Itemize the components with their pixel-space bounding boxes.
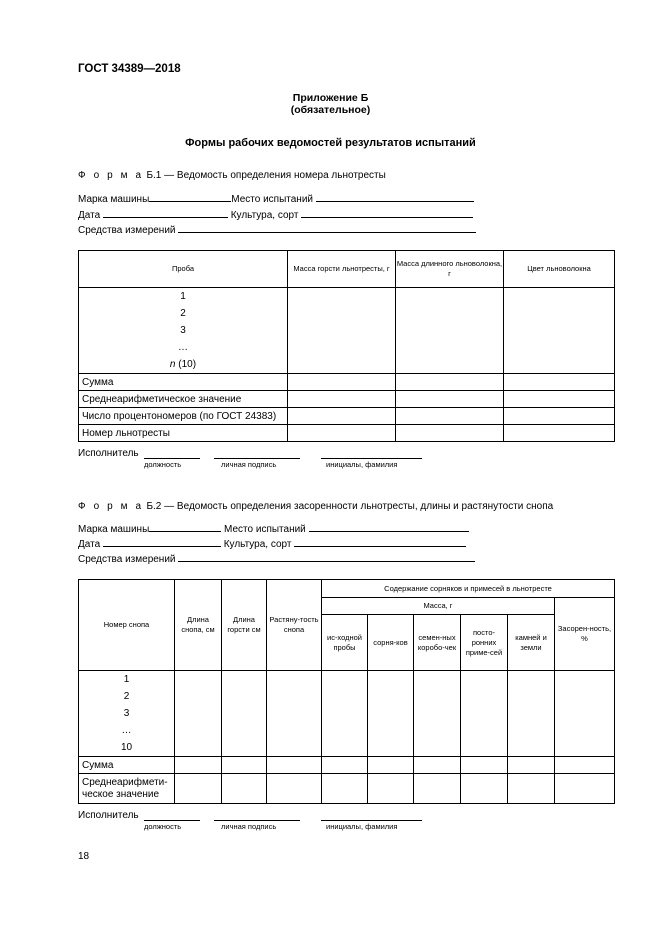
form1-row-number: Номер льнотресты <box>79 425 288 442</box>
form1-field-crop-blank[interactable] <box>301 208 473 218</box>
form1-caption-rest: Б.1 — Ведомость определения номера льнотресты <box>146 170 386 181</box>
form1-line-date <box>78 208 473 221</box>
form2-cell[interactable] <box>267 774 322 804</box>
form1-field-machine-blank[interactable] <box>149 192 231 202</box>
form2-cell[interactable] <box>222 774 267 804</box>
form2-caption-prefix: Ф о р м а <box>78 501 144 512</box>
form2-cell[interactable] <box>175 671 222 757</box>
form1-sample-row: … <box>178 342 188 353</box>
form1-line-machine <box>78 192 474 205</box>
form1-cell[interactable] <box>396 288 504 374</box>
executor1-position-caption: должность <box>144 460 182 469</box>
form1-field-instruments-blank[interactable] <box>178 223 476 233</box>
executor2-name-caption: инициалы, фамилия <box>326 822 398 831</box>
form2-col-mass: Масса, г <box>322 598 555 615</box>
form2-row-sum: Сумма <box>79 757 175 774</box>
form2-sheaf-row: 3 <box>123 708 130 719</box>
appendix-title: Приложение Б <box>292 92 369 104</box>
form1-cell[interactable] <box>504 391 615 408</box>
executor2-name-line[interactable] <box>321 820 422 821</box>
executor1-name-caption: инициалы, фамилия <box>326 460 398 469</box>
form1-row-sum: Сумма <box>79 374 288 391</box>
form2-cell[interactable] <box>414 671 461 757</box>
form2-cell[interactable] <box>508 671 555 757</box>
form2-cell[interactable] <box>461 757 508 774</box>
form2-field-date-label: Дата <box>78 539 101 550</box>
form2-field-date-blank[interactable] <box>103 537 221 547</box>
form2-line-instruments <box>78 552 475 565</box>
form1-field-machine-label: Марка машины <box>78 194 150 205</box>
form2-row-mean: Среднеарифмети-ческое значение <box>79 774 175 804</box>
executor1-position-line[interactable] <box>144 458 200 459</box>
form2-field-crop-label: Культура, сорт <box>223 539 292 550</box>
form1-sample-row: 1 <box>180 291 186 302</box>
form2-cell[interactable] <box>175 774 222 804</box>
form1-field-place-label: Место испытаний <box>231 194 313 205</box>
form2-sheaf-numbers <box>79 671 175 757</box>
form2-caption-rest: Б.2 — Ведомость определения засоренности льнотресты, длины и растянутости снопа <box>146 501 554 512</box>
page-number: 18 <box>78 851 90 862</box>
form2-cell[interactable] <box>368 774 414 804</box>
form1-cell[interactable] <box>396 391 504 408</box>
form1-sample-row: 3 <box>180 325 186 336</box>
form2-field-instruments-blank[interactable] <box>178 552 475 562</box>
form2-col-sheaf-len: Длина снопа, см <box>175 580 222 671</box>
form2-cell[interactable] <box>368 757 414 774</box>
form2-field-machine-label: Марка машины <box>78 524 150 535</box>
form1-field-date-blank[interactable] <box>103 208 228 218</box>
form2-col-content: Содержание сорняков и примесей в льнотресте <box>322 580 615 598</box>
form2-field-place-blank[interactable] <box>309 522 469 532</box>
form2-col-sheaf: Номер снопа <box>79 580 175 671</box>
form1-cell[interactable] <box>288 288 396 374</box>
form1-cell[interactable] <box>396 408 504 425</box>
form1-sample-row: n (10) <box>169 359 197 370</box>
form2-field-place-label: Место испытаний <box>224 524 306 535</box>
form1-sample-row-n: (10) <box>178 359 197 370</box>
form1-field-date-label: Дата <box>78 210 101 221</box>
executor2-signature-line[interactable] <box>214 820 300 821</box>
form2-cell[interactable] <box>508 757 555 774</box>
form2-sheaf-row: 2 <box>123 691 130 702</box>
form1-sample-row: 2 <box>180 308 186 319</box>
form2-cell[interactable] <box>461 774 508 804</box>
form1-table <box>78 250 615 442</box>
executor2-position-caption: должность <box>144 822 182 831</box>
form1-line-instruments <box>78 223 476 236</box>
executor1-label: Исполнитель <box>78 448 139 459</box>
form1-field-place-blank[interactable] <box>316 192 474 202</box>
form2-field-crop-blank[interactable] <box>294 537 466 547</box>
form2-cell[interactable] <box>368 671 414 757</box>
form2-col-initial: ис-ходной пробы <box>322 615 368 671</box>
form2-cell[interactable] <box>461 671 508 757</box>
form1-caption-prefix: Ф о р м а <box>78 170 144 181</box>
form2-cell[interactable] <box>222 671 267 757</box>
forms-title: Формы рабочих ведомостей результатов испытаний <box>185 137 476 149</box>
form2-col-seed: семен-ных коробо-чек <box>414 615 461 671</box>
form2-caption <box>78 501 553 512</box>
executor2-signature-caption: личная подпись <box>221 822 277 831</box>
form2-field-instruments-label: Средства измерений <box>78 554 176 565</box>
form2-cell[interactable] <box>322 774 368 804</box>
appendix-status: (обязательное) <box>290 104 371 116</box>
form1-cell[interactable] <box>288 408 396 425</box>
form1-cell[interactable] <box>396 425 504 442</box>
form2-sheaf-row: 10 <box>120 742 133 753</box>
form1-cell[interactable] <box>504 425 615 442</box>
form2-cell[interactable] <box>414 757 461 774</box>
form1-sample-numbers <box>79 288 288 374</box>
executor1-name-line[interactable] <box>321 458 422 459</box>
form1-row-percent: Число процентономеров (по ГОСТ 24383) <box>79 408 288 425</box>
form1-col-color: Цвет льноволокна <box>504 251 615 288</box>
form1-cell[interactable] <box>504 408 615 425</box>
form1-cell[interactable] <box>504 288 615 374</box>
form1-cell[interactable] <box>288 391 396 408</box>
form2-cell[interactable] <box>555 774 615 804</box>
form2-cell[interactable] <box>267 757 322 774</box>
form2-sheaf-row: … <box>121 725 132 736</box>
form2-cell[interactable] <box>322 671 368 757</box>
form2-sheaf-row: 1 <box>123 674 130 685</box>
form2-cell[interactable] <box>508 774 555 804</box>
form2-col-stones: камней и земли <box>508 615 555 671</box>
form2-table <box>78 579 615 804</box>
form2-cell[interactable] <box>222 757 267 774</box>
form1-col-mass-handful: Масса горсти льнотресты, г <box>288 251 396 288</box>
form2-col-foreign: посто-ронних приме-сей <box>461 615 508 671</box>
form1-cell[interactable] <box>396 374 504 391</box>
form1-col-sample: Проба <box>79 251 288 288</box>
executor2-label: Исполнитель <box>78 810 139 821</box>
form2-line-machine <box>78 522 469 535</box>
form2-cell[interactable] <box>414 774 461 804</box>
executor1-signature-caption: личная подпись <box>221 460 277 469</box>
form2-cell[interactable] <box>175 757 222 774</box>
form1-col-mass-long: Масса длинного льноволокна, г <box>396 251 504 288</box>
form1-cell[interactable] <box>504 374 615 391</box>
form2-col-stretch: Растяну-тость снопа <box>267 580 322 671</box>
form2-field-machine-blank[interactable] <box>149 522 221 532</box>
form2-cell[interactable] <box>267 671 322 757</box>
executor2-position-line[interactable] <box>144 820 200 821</box>
form2-cell[interactable] <box>555 757 615 774</box>
form1-caption <box>78 170 386 181</box>
form2-col-contam: Засорен-ность, % <box>555 598 615 671</box>
form1-cell[interactable] <box>288 425 396 442</box>
form1-field-crop-label: Культура, сорт <box>230 210 299 221</box>
form2-col-handful-len: Длина горсти см <box>222 580 267 671</box>
form2-cell[interactable] <box>555 671 615 757</box>
form1-field-instruments-label: Средства измерений <box>78 225 176 236</box>
form2-col-weed: сорня-ков <box>368 615 414 671</box>
executor1-signature-line[interactable] <box>214 458 300 459</box>
form1-cell[interactable] <box>288 374 396 391</box>
form1-row-mean: Среднеарифметическое значение <box>79 391 288 408</box>
standard-header: ГОСТ 34389—2018 <box>78 63 181 75</box>
form2-line-date <box>78 537 466 550</box>
form2-cell[interactable] <box>322 757 368 774</box>
